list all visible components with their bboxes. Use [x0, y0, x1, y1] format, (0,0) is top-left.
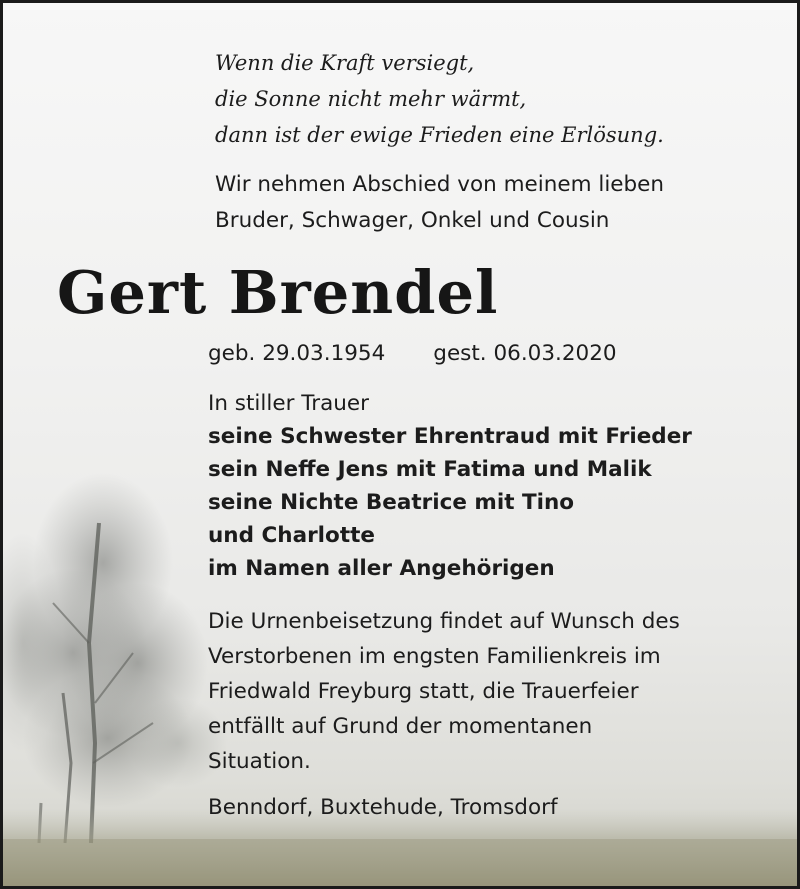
notice-line: Verstorbenen im engsten Familienkreis im	[208, 644, 661, 669]
notice-line: entfällt auf Grund der momentanen	[208, 714, 593, 739]
intro-line: Wir nehmen Abschied von meinem lieben	[215, 172, 665, 197]
funeral-notice	[208, 604, 680, 779]
mourner-line: seine Nichte Beatrice mit Tino	[208, 490, 575, 515]
mourning-intro: In stiller Trauer	[208, 391, 369, 416]
farewell-intro	[215, 167, 664, 239]
death-date: gest. 06.03.2020	[433, 341, 617, 366]
poem-line: dann ist der ewige Frieden eine Erlösung.	[215, 123, 664, 147]
life-dates	[208, 336, 617, 372]
mourner-line: im Namen aller Angehörigen	[208, 556, 555, 581]
poem	[215, 45, 664, 153]
notice-line: Friedwald Freyburg statt, die Trauerfeier	[208, 679, 639, 704]
mourners-list	[208, 420, 692, 585]
places: Benndorf, Buxtehude, Tromsdorf	[208, 795, 558, 820]
deceased-name: Gert Brendel	[57, 258, 499, 327]
poem-line: Wenn die Kraft versiegt,	[215, 51, 475, 75]
notice-line: Situation.	[208, 749, 311, 774]
mourner-line: sein Neffe Jens mit Fatima und Malik	[208, 457, 652, 482]
mourner-line: und Charlotte	[208, 523, 375, 548]
intro-line: Bruder, Schwager, Onkel und Cousin	[215, 208, 610, 233]
notice-line: Die Urnenbeisetzung findet auf Wunsch des	[208, 609, 680, 634]
mourner-line: seine Schwester Ehrentraud mit Frieder	[208, 424, 692, 449]
birth-date: geb. 29.03.1954	[208, 341, 386, 366]
poem-line: die Sonne nicht mehr wärmt,	[215, 87, 527, 111]
